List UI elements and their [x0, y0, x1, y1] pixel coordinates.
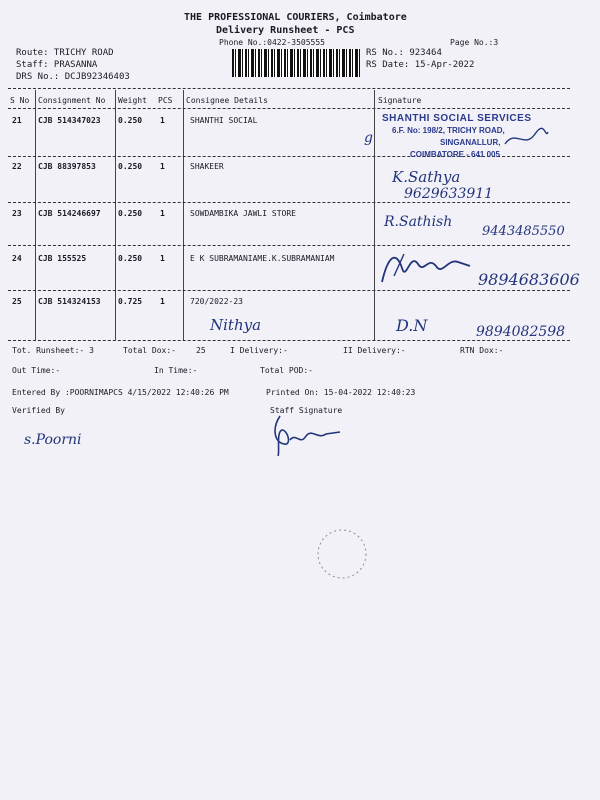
row1-signature-stroke: [500, 124, 550, 154]
col-header-consignee: Consignee Details: [186, 96, 268, 105]
row-rule: [8, 245, 570, 246]
printed-on: Printed On: 15-04-2022 12:40:23: [266, 388, 416, 397]
row-sno: 23: [12, 209, 22, 218]
stamp-line: COIMBATORE - 641 005: [410, 150, 500, 159]
total-pod: Total POD:-: [260, 366, 313, 375]
stamp-line: 6.F. No: 198/2, TRICHY ROAD,: [392, 126, 505, 135]
staff-signature-label: Staff Signature: [270, 406, 343, 415]
row-weight: 0.250: [118, 162, 143, 171]
row-sno: 24: [12, 254, 22, 263]
row5-receiver-name: Nithya: [210, 316, 262, 334]
company-name: THE PROFESSIONAL COURIERS, Coimbatore: [184, 12, 407, 23]
row2-phone: 9629633911: [404, 186, 494, 202]
staff-signature: [266, 412, 346, 456]
total-dox-value: 25: [196, 346, 206, 355]
first-delivery: I Delivery:-: [230, 346, 288, 355]
table-header-rule: [8, 108, 570, 109]
col-header-pcs: PCS: [158, 96, 173, 105]
row-weight: 0.725: [118, 297, 143, 306]
out-time: Out Time:-: [12, 366, 61, 375]
stamp-line: SHANTHI SOCIAL SERVICES: [382, 113, 532, 124]
col-divider: [35, 90, 36, 340]
barcode: [232, 49, 360, 77]
row-consignee: SOWDAMBIKA JAWLI STORE: [190, 209, 296, 218]
stamp-line: SINGANALLUR,: [440, 138, 501, 147]
col-divider: [183, 90, 184, 340]
table-top-rule: [8, 88, 570, 89]
route: Route: TRICHY ROAD: [16, 48, 114, 58]
row4-signature: [374, 246, 474, 290]
row-pcs: 1: [160, 297, 165, 306]
verified-by-label: Verified By: [12, 406, 65, 415]
row-rule: [8, 202, 570, 203]
entered-by: Entered By :POORNIMAPCS 4/15/2022 12:40:26 PM: [12, 388, 229, 397]
row-pcs: 1: [160, 209, 165, 218]
row-consignee: SHAKEER: [190, 162, 224, 171]
phone-number: Phone No.:0422-3505555: [219, 38, 325, 47]
row-consignment: CJB 155525: [38, 254, 87, 263]
row-consignee: 720/2022-23: [190, 297, 243, 306]
row5-initials: D.N: [396, 316, 428, 335]
row1-handwritten-mark: g: [364, 130, 373, 146]
page-number: Page No.:3: [450, 38, 499, 47]
in-time: In Time:-: [154, 366, 198, 375]
row-sno: 25: [12, 297, 22, 306]
second-delivery: II Delivery:-: [343, 346, 406, 355]
row-sno: 21: [12, 116, 22, 125]
row3-phone: 9443485550: [482, 224, 565, 239]
row5-phone: 9894082598: [476, 324, 566, 340]
rs-date: RS Date: 15-Apr-2022: [366, 60, 475, 70]
col-header-consignment: Consignment No: [38, 96, 106, 105]
col-divider: [115, 90, 116, 340]
row3-signature-name: R.Sathish: [384, 214, 453, 230]
faint-circle-mark: [312, 524, 372, 584]
col-header-weight: Weight: [118, 96, 147, 105]
row-weight: 0.250: [118, 254, 143, 263]
verifier-signature: s.Poorni: [24, 432, 82, 448]
row-sno: 22: [12, 162, 22, 171]
col-header-signature: Signature: [378, 96, 422, 105]
row-pcs: 1: [160, 116, 165, 125]
row-pcs: 1: [160, 254, 165, 263]
row4-phone: 9894683606: [478, 270, 580, 289]
return-dox: RTN Dox:-: [460, 346, 504, 355]
row2-signature-name: K.Sathya: [392, 168, 461, 186]
row-consignee: E K SUBRAMANIAME.K.SUBRAMANIAM: [190, 254, 335, 263]
row-consignment: CJB 514324153: [38, 297, 101, 306]
total-runsheet: Tot. Runsheet:- 3: [12, 346, 94, 355]
row-consignment: CJB 514246697: [38, 209, 101, 218]
staff: Staff: PRASANNA: [16, 60, 98, 70]
row-weight: 0.250: [118, 209, 143, 218]
col-divider: [374, 90, 375, 340]
total-dox-label: Total Dox:-: [123, 346, 176, 355]
row-consignment: CJB 514347023: [38, 116, 101, 125]
row-consignee: SHANTHI SOCIAL: [190, 116, 258, 125]
document-title: Delivery Runsheet - PCS: [216, 25, 355, 36]
row-weight: 0.250: [118, 116, 143, 125]
row-rule: [8, 290, 570, 291]
drs-number: DRS No.: DCJB92346403: [16, 72, 130, 82]
col-header-sno: S No: [10, 96, 30, 105]
table-bottom-rule: [8, 340, 570, 341]
rs-number: RS No.: 923464: [366, 48, 442, 58]
row-consignment: CJB 88397853: [38, 162, 96, 171]
row-pcs: 1: [160, 162, 165, 171]
